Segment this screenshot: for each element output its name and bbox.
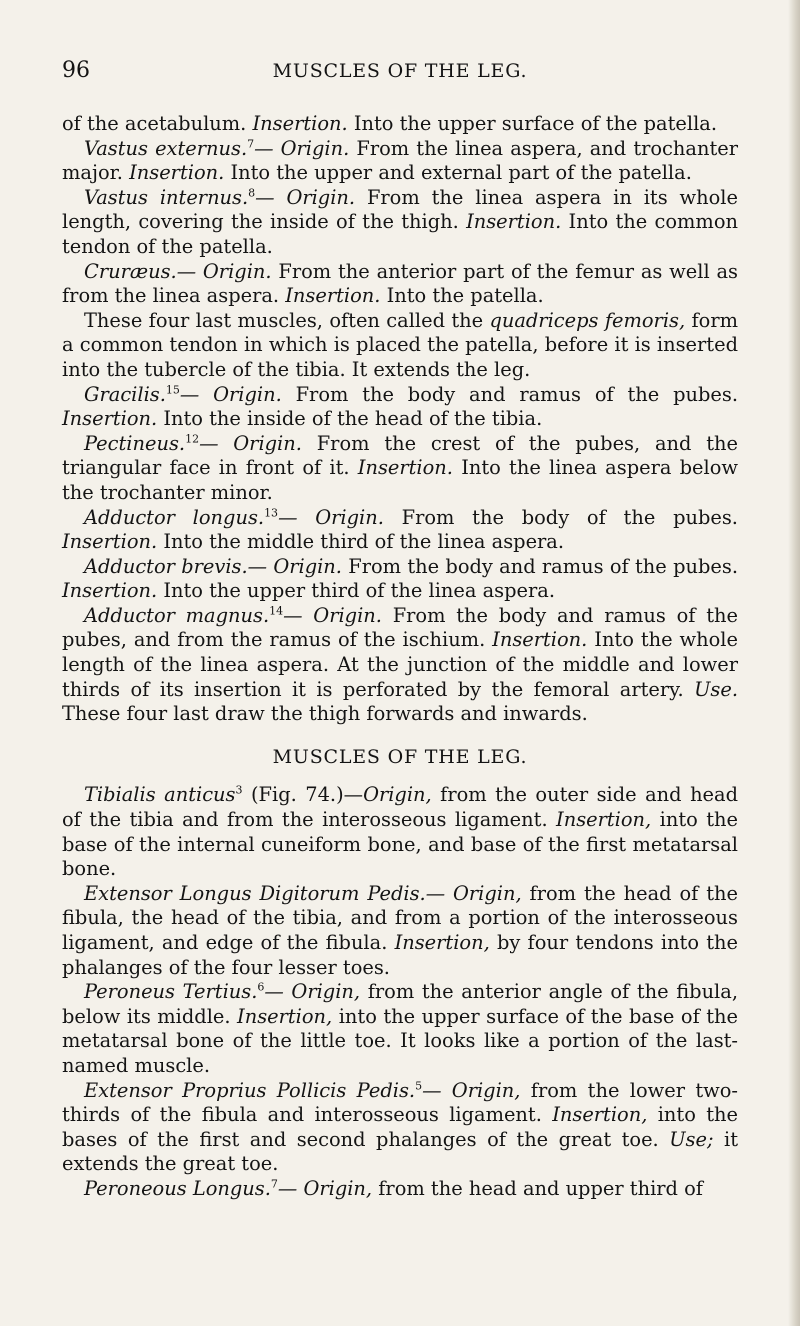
entry-vastus-internus: Vastus internus.$^8$— Origin. From the linea aspera in its whole length, covering the inside of the thigh. Insertion. Into the common tendon of the patella. [62,185,738,258]
page-number: 96 [62,58,90,83]
paragraph-quadriceps: These four last muscles, often called the quadriceps femoris, form a common tendon in which is placed the patella, before it is inserted into the tubercle of the tibia. It extends the leg. [62,308,738,381]
page-body [62,112,738,1202]
running-head: MUSCLES OF THE LEG. [272,60,528,82]
page-edge-shadow [788,0,800,1326]
section-title: MUSCLES OF THE LEG. [272,745,528,768]
entry-gracilis: Gracilis.$^{15}$— Origin. From the body and ramus of the pubes. Insertion. Into the inside of the head of the tibia. [62,382,738,431]
entry-cruraeus: Cruræus.— Origin. From the anterior part of the femur as well as from the linea aspera. Insertion. Into the patella. [62,259,738,308]
page-header [62,58,738,84]
entry-adductor-magnus: Adductor magnus.$^{14}$— Origin. From the body and ramus of the pubes, and from the ramus of the ischium. Insertion. Into the whole length of the linea aspera. At the junction of the middle and lower thirds of its insertion it is perforated by the femoral artery. Use. These four last draw the thigh forwards and inwards. [62,603,738,726]
entry-peroneous-longus: Peroneous Longus.$^7$— Origin, from the head and upper third of [84,1176,703,1200]
entry-pectineus: Pectineus.$^{12}$— Origin. From the crest of the pubes, and the triangular face in front of it. Insertion. Into the linea aspera below the trochanter minor. [62,431,738,504]
entry-vastus-externus: Vastus externus.$^7$— Origin. From the linea aspera, and trochanter major. Insertion. Into the upper and external part of the patella. [62,136,738,185]
entry-extensor-longus-digitorum: Extensor Longus Digitorum Pedis.— Origin, from the head of the fibula, the head of the tibia, and from a portion of the interosseous ligament, and edge of the fibula. Insertion, by four tendons into the phalanges of the four lesser toes. [62,881,738,979]
entry-tibialis-anticus: Tibialis anticus$^3$ (Fig. 74.)—Origin, from the outer side and head of the tibia and from the interosseous ligament. Insertion, into the base of the internal cuneiform bone, and base of the first metatarsal bone. [62,783,739,881]
paragraph-continuation: of the acetabulum. Insertion. Into the upper surface of the patella. [62,112,718,135]
entry-extensor-proprius-pollicis: Extensor Proprius Pollicis Pedis.$^5$— Origin, from the lower two-thirds of the fibula and interosseous ligament. Insertion, into the bases of the first and second phalanges of the great toe. Use; it extends the great toe. [62,1078,738,1176]
entry-adductor-longus: Adductor longus.$^{13}$— Origin. From the body of the pubes. Insertion. Into the middle third of the linea aspera. [62,505,738,554]
entry-adductor-brevis: Adductor brevis.— Origin. From the body and ramus of the pubes. Insertion. Into the upper third of the linea aspera. [62,554,738,603]
entry-peroneus-tertius: Peroneus Tertius.$^6$— Origin, from the anterior angle of the fibula, below its middle. Insertion, into the upper surface of the base of the metatarsal bone of the little toe. It looks like a portion of the last-named muscle. [62,980,738,1077]
